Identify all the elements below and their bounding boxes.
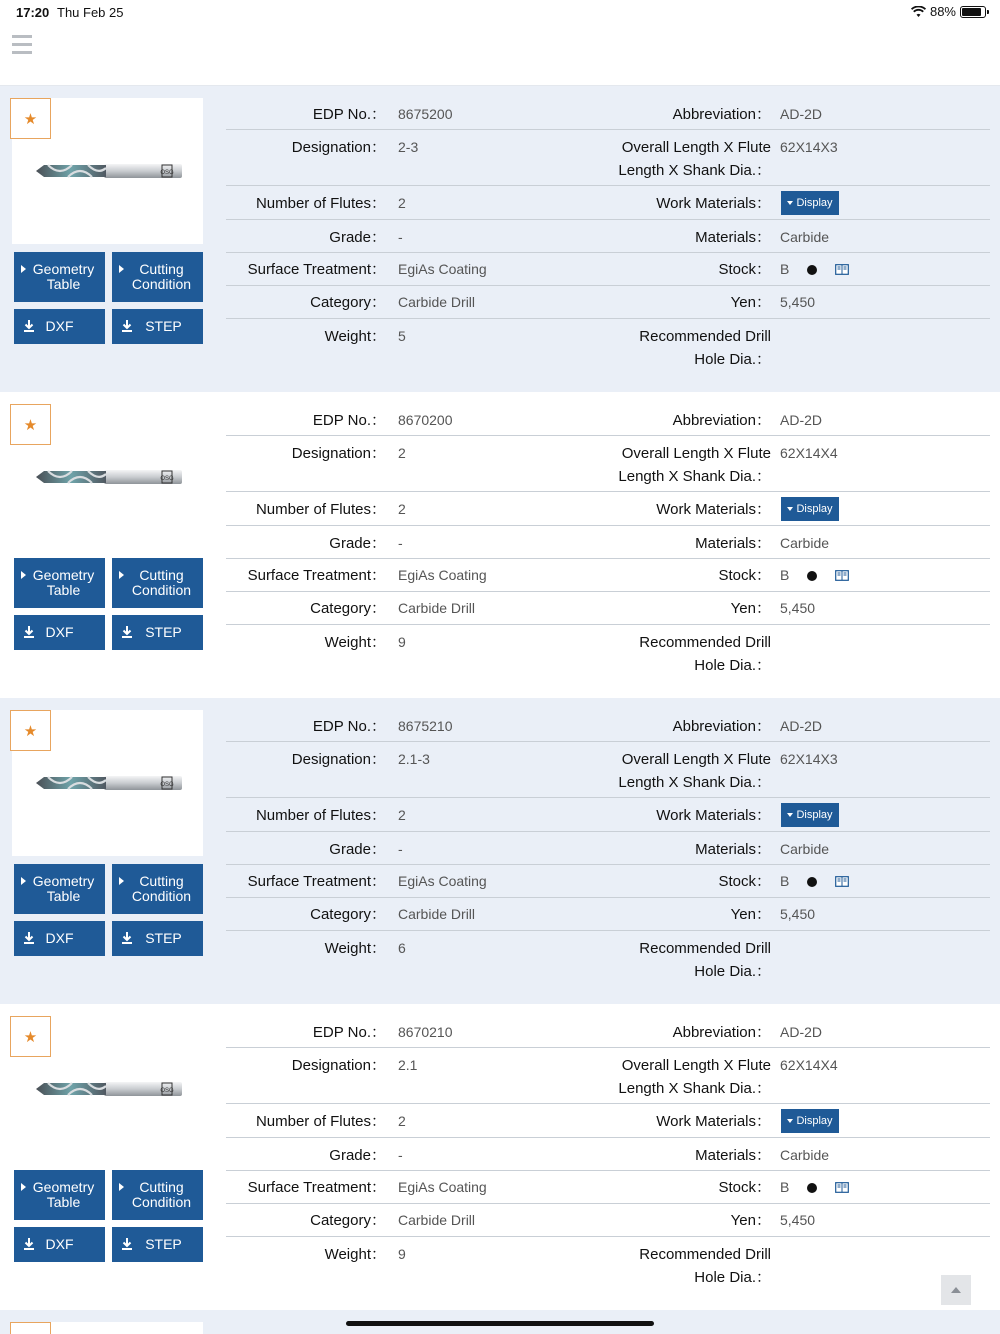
download-icon	[23, 931, 35, 945]
overall-length-value: 62X14X3	[780, 751, 838, 767]
spec-row	[226, 898, 990, 931]
geometry-table-button[interactable]	[14, 558, 105, 608]
surface-treatment-value: EgiAs Coating	[398, 261, 487, 277]
download-icon	[23, 319, 35, 333]
step-label: STEP	[145, 318, 182, 334]
home-indicator	[346, 1321, 654, 1326]
recommended-drill-label-2: Hole Dia.：	[694, 963, 771, 980]
spec-row	[226, 742, 990, 798]
overall-length-label-1: Overall Length X Flute	[621, 751, 771, 768]
svg-text:OSG: OSG	[160, 170, 174, 176]
category-value: Carbide Drill	[398, 294, 476, 310]
spec-row	[226, 832, 990, 865]
flutes-value: 2	[398, 195, 406, 211]
product-card	[0, 86, 1000, 392]
spec-row	[226, 286, 990, 319]
spec-row	[226, 798, 990, 832]
work-materials-label: Work Materials：	[656, 1113, 771, 1130]
spec-row	[226, 1171, 990, 1204]
surface-treatment-label: Surface Treatment：	[247, 261, 386, 278]
battery-percent: 88%	[929, 4, 956, 19]
spec-row	[226, 1204, 990, 1237]
stock-status-dot	[807, 1183, 817, 1193]
arrow-up-icon	[951, 1287, 961, 1293]
spec-row	[226, 526, 990, 559]
designation-label: Designation：	[291, 751, 386, 768]
surface-treatment-label: Surface Treatment：	[247, 873, 386, 890]
spec-row	[226, 253, 990, 286]
grade-value: -	[398, 535, 403, 551]
dxf-download-button[interactable]	[14, 309, 105, 344]
recommended-drill-label-1: Recommended Drill	[639, 328, 771, 345]
flutes-label: Number of Flutes：	[255, 501, 386, 518]
dxf-label: DXF	[45, 318, 74, 334]
wifi-icon	[911, 6, 926, 18]
display-label: Display	[796, 1115, 833, 1127]
designation-value: 2.1-3	[398, 751, 430, 767]
category-label: Category：	[310, 294, 386, 311]
yen-value: 5,450	[780, 294, 816, 310]
spec-row	[226, 931, 990, 991]
flutes-value: 2	[398, 807, 406, 823]
edp-value: 8670210	[398, 1024, 453, 1040]
caret-down-icon	[787, 201, 793, 205]
dxf-label: DXF	[45, 930, 74, 946]
download-icon	[23, 625, 35, 639]
geometry-table-button[interactable]	[14, 1170, 105, 1220]
overall-length-label-2: Length X Shank Dia.：	[618, 468, 771, 485]
weight-value: 5	[398, 328, 406, 344]
recommended-drill-label-1: Recommended Drill	[639, 940, 771, 957]
display-button[interactable]	[781, 191, 839, 215]
geometry-table-label: Geometry Table	[32, 567, 95, 598]
spec-table	[226, 1014, 990, 1297]
spec-row	[226, 592, 990, 625]
overall-length-label-1: Overall Length X Flute	[621, 139, 771, 156]
surface-treatment-value: EgiAs Coating	[398, 1179, 487, 1195]
materials-value: Carbide	[780, 1147, 830, 1163]
svg-text:OSG: OSG	[160, 476, 174, 482]
yen-value: 5,450	[780, 600, 816, 616]
star-icon[interactable]: ★	[10, 98, 51, 139]
overall-length-label-1: Overall Length X Flute	[621, 445, 771, 462]
weight-value: 9	[398, 1246, 406, 1262]
flutes-value: 2	[398, 1113, 406, 1129]
spec-row	[226, 1138, 990, 1171]
materials-label: Materials：	[695, 841, 771, 858]
top-bar	[0, 24, 1000, 86]
weight-label: Weight：	[324, 1246, 386, 1263]
materials-value: Carbide	[780, 841, 830, 857]
materials-label: Materials：	[695, 535, 771, 552]
cutting-condition-label: Cutting Condition	[131, 567, 192, 598]
abbreviation-label: Abbreviation：	[672, 412, 771, 429]
spec-row	[226, 708, 990, 742]
flutes-label: Number of Flutes：	[255, 807, 386, 824]
download-icon	[121, 319, 133, 333]
stock-label: Stock：	[718, 873, 771, 890]
cutting-condition-label: Cutting Condition	[131, 1179, 192, 1210]
display-label: Display	[796, 809, 833, 821]
geometry-table-button[interactable]	[14, 252, 105, 302]
caret-down-icon	[787, 1119, 793, 1123]
dxf-label: DXF	[45, 1236, 74, 1252]
category-label: Category：	[310, 906, 386, 923]
stock-value: B	[780, 567, 790, 583]
edp-label: EDP No.：	[312, 1024, 386, 1041]
abbreviation-label: Abbreviation：	[672, 718, 771, 735]
geometry-table-button[interactable]	[14, 864, 105, 914]
recommended-drill-label-1: Recommended Drill	[639, 634, 771, 651]
designation-value: 2	[398, 445, 406, 461]
stock-value: B	[780, 261, 790, 277]
display-label: Display	[796, 197, 833, 209]
stock-value: B	[780, 1179, 790, 1195]
surface-treatment-value: EgiAs Coating	[398, 873, 487, 889]
spec-row	[226, 1104, 990, 1138]
yen-label: Yen：	[730, 906, 771, 923]
product-card	[0, 1004, 1000, 1310]
stock-label: Stock：	[718, 567, 771, 584]
abbreviation-value: AD-2D	[780, 106, 823, 122]
spec-row	[226, 1014, 990, 1048]
status-right	[911, 4, 986, 19]
grade-label: Grade：	[329, 841, 386, 858]
weight-label: Weight：	[324, 328, 386, 345]
spec-table	[226, 402, 990, 685]
category-label: Category：	[310, 1212, 386, 1229]
flutes-label: Number of Flutes：	[255, 1113, 386, 1130]
dxf-download-button[interactable]	[14, 1227, 105, 1262]
spec-row	[226, 559, 990, 592]
materials-value: Carbide	[780, 535, 830, 551]
recommended-drill-label-2: Hole Dia.：	[694, 1269, 771, 1286]
spec-row	[226, 220, 990, 253]
drill-image	[34, 466, 184, 488]
overall-length-label-1: Overall Length X Flute	[621, 1057, 771, 1074]
spec-row	[226, 1048, 990, 1104]
caret-down-icon	[787, 507, 793, 511]
spec-row	[226, 1237, 990, 1297]
category-value: Carbide Drill	[398, 906, 476, 922]
grade-value: -	[398, 229, 403, 245]
edp-label: EDP No.：	[312, 106, 386, 123]
weight-value: 6	[398, 940, 406, 956]
yen-label: Yen：	[730, 600, 771, 617]
abbreviation-label: Abbreviation：	[672, 1024, 771, 1041]
overall-length-label-2: Length X Shank Dia.：	[618, 162, 771, 179]
download-icon	[121, 931, 133, 945]
stock-label: Stock：	[718, 261, 771, 278]
flutes-label: Number of Flutes：	[255, 195, 386, 212]
weight-label: Weight：	[324, 940, 386, 957]
spec-table	[226, 96, 990, 379]
star-icon[interactable]	[10, 1322, 51, 1334]
materials-label: Materials：	[695, 229, 771, 246]
overall-length-value: 62X14X3	[780, 139, 838, 155]
stock-status-dot	[807, 265, 817, 275]
drill-image	[34, 160, 184, 182]
book-icon[interactable]	[835, 264, 849, 275]
dxf-download-button[interactable]	[14, 921, 105, 956]
recommended-drill-label-2: Hole Dia.：	[694, 351, 771, 368]
designation-value: 2.1	[398, 1057, 418, 1073]
yen-value: 5,450	[780, 1212, 816, 1228]
star-icon[interactable]: ★	[10, 1016, 51, 1057]
geometry-table-label: Geometry Table	[32, 261, 95, 292]
display-button[interactable]	[781, 497, 839, 521]
weight-value: 9	[398, 634, 406, 650]
dxf-label: DXF	[45, 624, 74, 640]
display-button[interactable]	[781, 1109, 839, 1133]
yen-label: Yen：	[730, 1212, 771, 1229]
spec-row	[226, 492, 990, 526]
drill-image	[34, 1078, 184, 1100]
weight-label: Weight：	[324, 634, 386, 651]
edp-label: EDP No.：	[312, 718, 386, 735]
work-materials-label: Work Materials：	[656, 807, 771, 824]
spec-row	[226, 319, 990, 379]
star-icon[interactable]: ★	[10, 404, 51, 445]
spec-row	[226, 130, 990, 186]
spec-row	[226, 436, 990, 492]
grade-label: Grade：	[329, 535, 386, 552]
designation-label: Designation：	[291, 139, 386, 156]
recommended-drill-label-1: Recommended Drill	[639, 1246, 771, 1263]
display-label: Display	[796, 503, 833, 515]
yen-label: Yen：	[730, 294, 771, 311]
overall-length-label-2: Length X Shank Dia.：	[618, 1080, 771, 1097]
drill-image	[34, 772, 184, 794]
designation-value: 2-3	[398, 139, 419, 155]
product-card	[0, 698, 1000, 1004]
stock-value: B	[780, 873, 790, 889]
book-icon[interactable]	[835, 1182, 849, 1193]
abbreviation-label: Abbreviation：	[672, 106, 771, 123]
download-icon	[23, 1237, 35, 1251]
geometry-table-label: Geometry Table	[32, 1179, 95, 1210]
category-value: Carbide Drill	[398, 600, 476, 616]
scroll-top-button[interactable]	[941, 1275, 971, 1305]
geometry-table-label: Geometry Table	[32, 873, 95, 904]
abbreviation-value: AD-2D	[780, 1024, 823, 1040]
overall-length-value: 62X14X4	[780, 1057, 838, 1073]
abbreviation-value: AD-2D	[780, 718, 823, 734]
download-icon	[121, 625, 133, 639]
spec-row	[226, 402, 990, 436]
designation-label: Designation：	[291, 445, 386, 462]
step-label: STEP	[145, 930, 182, 946]
star-icon[interactable]: ★	[10, 710, 51, 751]
edp-value: 8670200	[398, 412, 453, 428]
product-card	[0, 392, 1000, 698]
spec-row	[226, 625, 990, 685]
grade-value: -	[398, 841, 403, 857]
download-icon	[121, 1237, 133, 1251]
stock-status-dot	[807, 877, 817, 887]
book-icon[interactable]	[835, 876, 849, 887]
spec-row	[226, 96, 990, 130]
svg-text:OSG: OSG	[160, 1088, 174, 1094]
status-bar	[0, 0, 1000, 24]
materials-value: Carbide	[780, 229, 830, 245]
display-button[interactable]	[781, 803, 839, 827]
edp-label: EDP No.：	[312, 412, 386, 429]
flutes-value: 2	[398, 501, 406, 517]
step-label: STEP	[145, 1236, 182, 1252]
materials-label: Materials：	[695, 1147, 771, 1164]
dxf-download-button[interactable]	[14, 615, 105, 650]
stock-label: Stock：	[718, 1179, 771, 1196]
edp-value: 8675200	[398, 106, 453, 122]
yen-value: 5,450	[780, 906, 816, 922]
edp-value: 8675210	[398, 718, 453, 734]
cutting-condition-label: Cutting Condition	[131, 261, 192, 292]
battery-icon	[960, 6, 986, 18]
surface-treatment-label: Surface Treatment：	[247, 567, 386, 584]
book-icon[interactable]	[835, 570, 849, 581]
surface-treatment-value: EgiAs Coating	[398, 567, 487, 583]
grade-label: Grade：	[329, 1147, 386, 1164]
hamburger-icon[interactable]	[12, 35, 32, 55]
product-image-card	[12, 1322, 203, 1334]
cutting-condition-label: Cutting Condition	[131, 873, 192, 904]
step-label: STEP	[145, 624, 182, 640]
work-materials-label: Work Materials：	[656, 195, 771, 212]
caret-down-icon	[787, 813, 793, 817]
stock-status-dot	[807, 571, 817, 581]
status-time: 17:20	[16, 5, 50, 20]
spec-table	[226, 708, 990, 991]
category-label: Category：	[310, 600, 386, 617]
spec-row	[226, 865, 990, 898]
abbreviation-value: AD-2D	[780, 412, 823, 428]
overall-length-value: 62X14X4	[780, 445, 838, 461]
spec-row	[226, 186, 990, 220]
grade-label: Grade：	[329, 229, 386, 246]
grade-value: -	[398, 1147, 403, 1163]
category-value: Carbide Drill	[398, 1212, 476, 1228]
work-materials-label: Work Materials：	[656, 501, 771, 518]
surface-treatment-label: Surface Treatment：	[247, 1179, 386, 1196]
overall-length-label-2: Length X Shank Dia.：	[618, 774, 771, 791]
designation-label: Designation：	[291, 1057, 386, 1074]
recommended-drill-label-2: Hole Dia.：	[694, 657, 771, 674]
svg-text:OSG: OSG	[160, 782, 174, 788]
status-date: Thu Feb 25	[57, 5, 124, 20]
